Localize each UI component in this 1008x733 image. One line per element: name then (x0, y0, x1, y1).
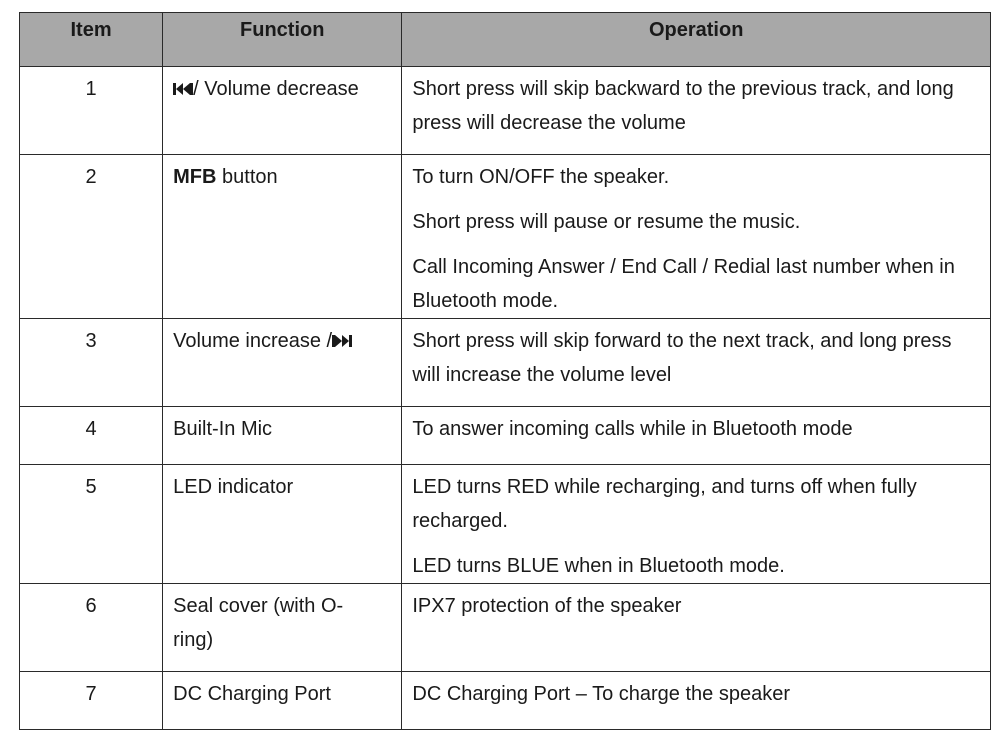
function-cell: Seal cover (with O-ring) (163, 584, 402, 672)
operation-text: Call Incoming Answer / End Call / Redial last number when in Bluetooth mode. (412, 256, 955, 312)
function-table (19, 12, 991, 730)
function-cell (163, 155, 402, 319)
function-label-bold: MFB (173, 166, 217, 188)
table-row (20, 672, 991, 730)
item-number: 6 (20, 584, 163, 672)
item-number: 7 (20, 672, 163, 730)
operation-text: LED turns BLUE when in Bluetooth mode. (412, 555, 785, 577)
operation-cell (402, 465, 991, 584)
operation-text: DC Charging Port – To charge the speaker (412, 683, 790, 705)
item-number: 3 (20, 319, 163, 407)
header-item: Item (20, 13, 163, 67)
function-cell: DC Charging Port (163, 672, 402, 730)
item-number: 2 (20, 155, 163, 319)
operation-text: Short press will skip backward to the previous track, and long press will decrease the volume (412, 78, 954, 134)
operation-cell (402, 407, 991, 465)
skip-backward-icon (173, 82, 193, 96)
table-row (20, 155, 991, 319)
header-function: Function (163, 13, 402, 67)
item-number: 5 (20, 465, 163, 584)
operation-text: To answer incoming calls while in Bluetooth mode (412, 418, 853, 440)
table-row (20, 584, 991, 672)
operation-text: To turn ON/OFF the speaker. (412, 166, 670, 188)
table-row (20, 319, 991, 407)
operation-text: Short press will skip forward to the next track, and long press will increase the volume level (412, 330, 952, 386)
operation-cell (402, 319, 991, 407)
operation-cell (402, 155, 991, 319)
operation-text: Short press will pause or resume the music. (412, 211, 801, 233)
table-row (20, 465, 991, 584)
operation-cell (402, 672, 991, 730)
function-label: / Volume decrease (193, 78, 359, 100)
table-header-row (20, 13, 991, 67)
function-label: Volume increase / (173, 330, 333, 352)
operation-cell (402, 67, 991, 155)
item-number: 4 (20, 407, 163, 465)
function-cell (163, 67, 402, 155)
function-label: button (216, 166, 278, 188)
operation-cell (402, 584, 991, 672)
operation-text: LED turns RED while recharging, and turns off when fully recharged. (412, 476, 917, 532)
function-cell: LED indicator (163, 465, 402, 584)
item-number: 1 (20, 67, 163, 155)
skip-forward-icon (332, 334, 352, 348)
operation-text: IPX7 protection of the speaker (412, 595, 682, 617)
function-cell: Built-In Mic (163, 407, 402, 465)
table-row (20, 407, 991, 465)
table-row (20, 67, 991, 155)
function-cell (163, 319, 402, 407)
header-operation: Operation (402, 13, 991, 67)
